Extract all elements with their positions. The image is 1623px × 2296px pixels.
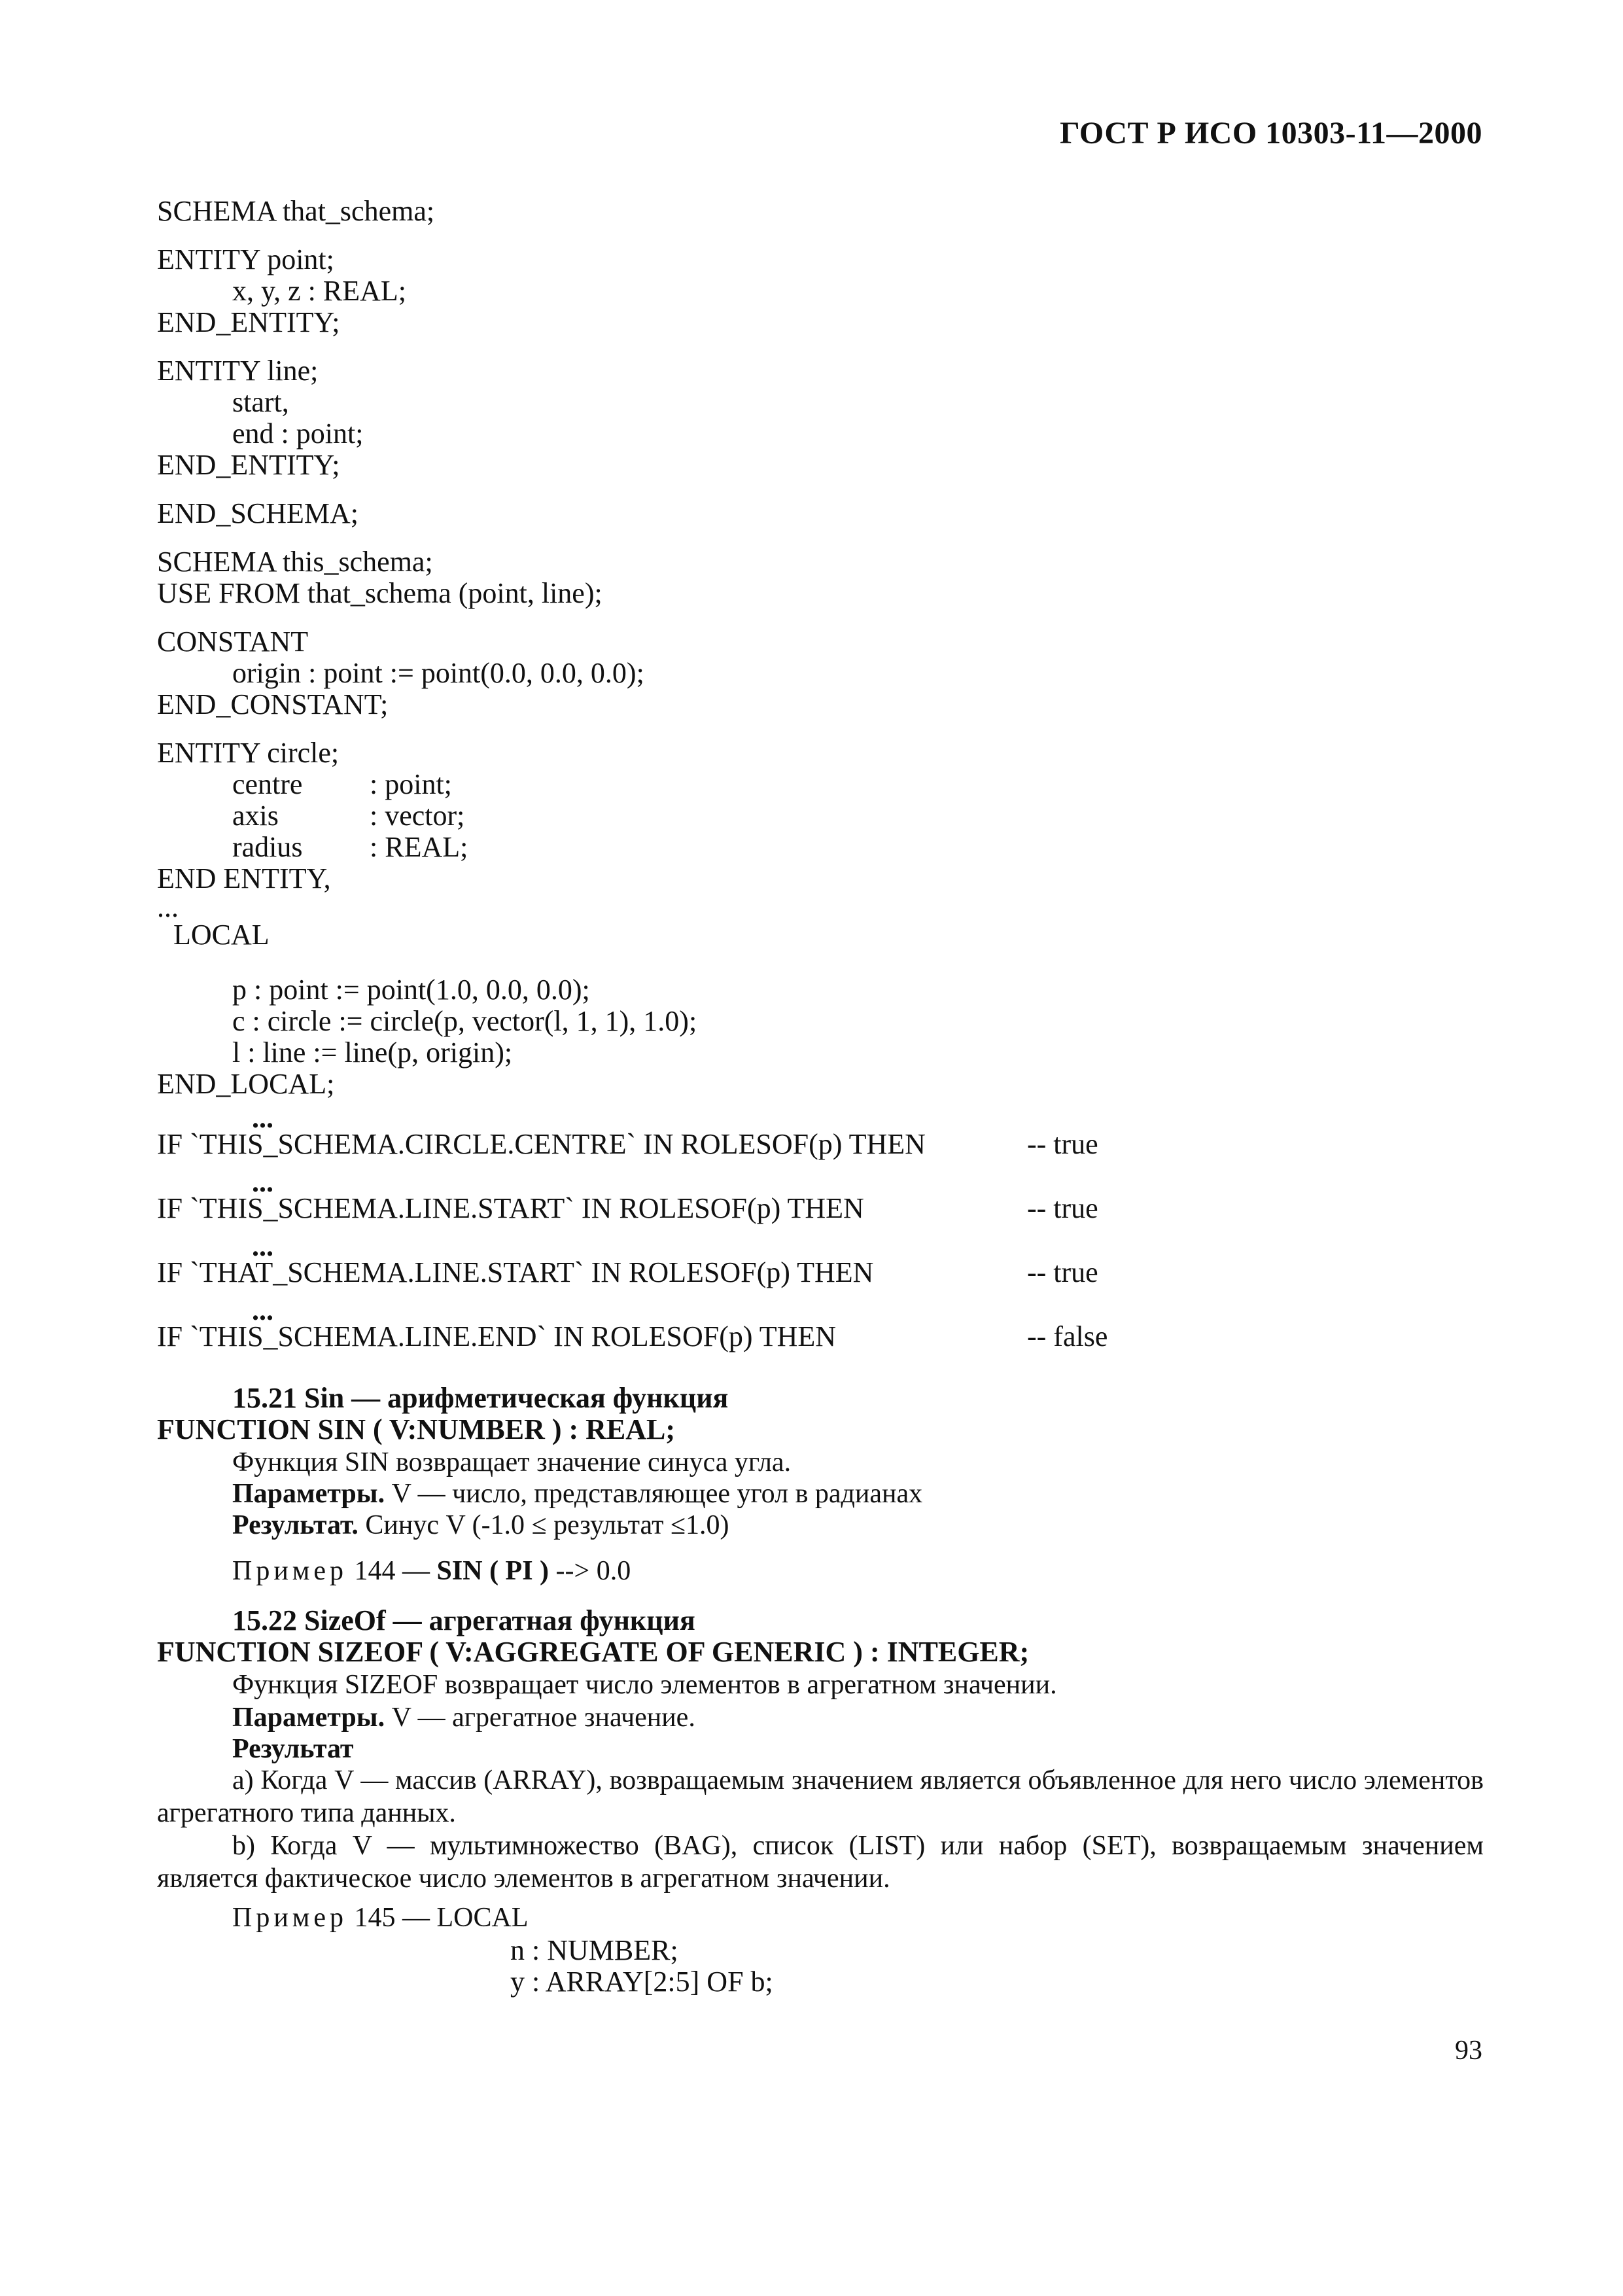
code-line: ... <box>157 891 179 923</box>
parameters-text: V — число, представляющее угол в радианах <box>385 1479 923 1509</box>
ellipsis: ... <box>252 1166 273 1198</box>
code-line: END_SCHEMA; <box>157 497 359 529</box>
ellipsis: ... <box>252 1102 273 1134</box>
code-line: c : circle := circle(p, vector(l, 1, 1), 1.0); <box>232 1005 697 1037</box>
code-line: USE FROM that_schema (point, line); <box>157 577 602 609</box>
ellipsis: ... <box>252 1294 273 1326</box>
result-label: Результат <box>232 1734 354 1764</box>
example-code: SIN ( PI ) <box>436 1556 550 1586</box>
page-number: 93 <box>1455 2036 1482 2066</box>
result-item-b: b) Когда V — мультимножество (BAG), список (LIST) или набор (SET), возвращаемым значением является фактическое число элементов в агрегатном значении. <box>157 1831 1484 1894</box>
code-line: centre <box>232 768 303 800</box>
function-description: Функция SIZEOF возвращает число элементов в агрегатном значении. <box>232 1670 1057 1700</box>
example-number: 145 — LOCAL <box>347 1903 529 1933</box>
function-signature: FUNCTION SIN ( V:NUMBER ) : REAL; <box>157 1413 676 1445</box>
code-comment: -- true <box>1027 1192 1098 1224</box>
code-line: start, <box>232 386 289 418</box>
code-line: axis <box>232 800 279 832</box>
code-line: END_ENTITY; <box>157 449 340 481</box>
parameters-label: Параметры. <box>232 1479 385 1509</box>
code-line: p : point := point(1.0, 0.0, 0.0); <box>232 974 590 1006</box>
result-item-a: a) Когда V — массив (ARRAY), возвращаемым значением является объявленное для него число элементов агрегатного типа данных. <box>157 1765 1484 1828</box>
code-line: : REAL; <box>370 831 468 863</box>
code-line: end : point; <box>232 417 364 450</box>
example-label: Пример <box>232 1903 348 1933</box>
code-comment: -- true <box>1027 1256 1098 1288</box>
function-signature: FUNCTION SIZEOF ( V:AGGREGATE OF GENERIC ) : INTEGER; <box>157 1636 1030 1668</box>
code-line: END_CONSTANT; <box>157 688 389 720</box>
example-code-line: n : NUMBER; <box>510 1934 678 1966</box>
parameters-text: V — агрегатное значение. <box>385 1703 695 1733</box>
code-comment: -- true <box>1027 1128 1098 1160</box>
result-label: Результат. <box>232 1510 358 1540</box>
code-line: CONSTANT <box>157 626 309 658</box>
example-code-line: y : ARRAY[2:5] OF b; <box>510 1966 773 1998</box>
code-line: : vector; <box>370 800 465 832</box>
example-number: 144 — <box>347 1556 437 1586</box>
parameters-line <box>232 1477 922 1510</box>
result-line <box>232 1509 729 1542</box>
code-line: END ENTITY, <box>157 862 331 894</box>
example-line <box>232 1555 631 1587</box>
ellipsis: ... <box>252 1230 273 1262</box>
function-description: Функция SIN возвращает значение синуса угла. <box>232 1447 792 1477</box>
section-heading: 15.21 Sin — арифметическая функция <box>232 1382 729 1414</box>
code-line: END_LOCAL; <box>157 1068 335 1100</box>
result-text: Синус V (-1.0 ≤ результат ≤1.0) <box>358 1510 729 1540</box>
example-label: Пример <box>232 1556 348 1586</box>
code-line: IF `THIS_SCHEMA.CIRCLE.CENTRE` IN ROLESOF(p) THEN <box>157 1128 926 1160</box>
code-line: SCHEMA this_schema; <box>157 546 433 578</box>
code-line: IF `THIS_SCHEMA.LINE.START` IN ROLESOF(p) THEN <box>157 1192 864 1224</box>
code-line: x, y, z : REAL; <box>232 275 406 307</box>
code-line: IF `THAT_SCHEMA.LINE.START` IN ROLESOF(p) THEN <box>157 1256 874 1288</box>
code-line: ENTITY line; <box>157 355 319 387</box>
code-line: l : line := line(p, origin); <box>232 1036 513 1069</box>
code-comment: -- false <box>1027 1320 1108 1352</box>
code-line: END_ENTITY; <box>157 306 340 338</box>
code-line: : point; <box>370 768 452 800</box>
code-line: origin : point := point(0.0, 0.0, 0.0); <box>232 657 644 689</box>
section-heading: 15.22 SizeOf — агрегатная функция <box>232 1604 695 1636</box>
code-line: SCHEMA that_schema; <box>157 195 435 227</box>
code-line: IF `THIS_SCHEMA.LINE.END` IN ROLESOF(p) THEN <box>157 1320 837 1352</box>
parameters-line <box>232 1701 695 1734</box>
code-line: ENTITY point; <box>157 243 334 275</box>
example-line <box>232 1901 529 1934</box>
code-line: radius <box>232 831 303 863</box>
code-line: LOCAL <box>173 919 270 951</box>
parameters-label: Параметры. <box>232 1703 385 1733</box>
example-tail: --> 0.0 <box>549 1556 631 1586</box>
code-line: ENTITY circle; <box>157 737 340 769</box>
standard-header: ГОСТ Р ИСО 10303-11—2000 <box>1060 116 1482 150</box>
